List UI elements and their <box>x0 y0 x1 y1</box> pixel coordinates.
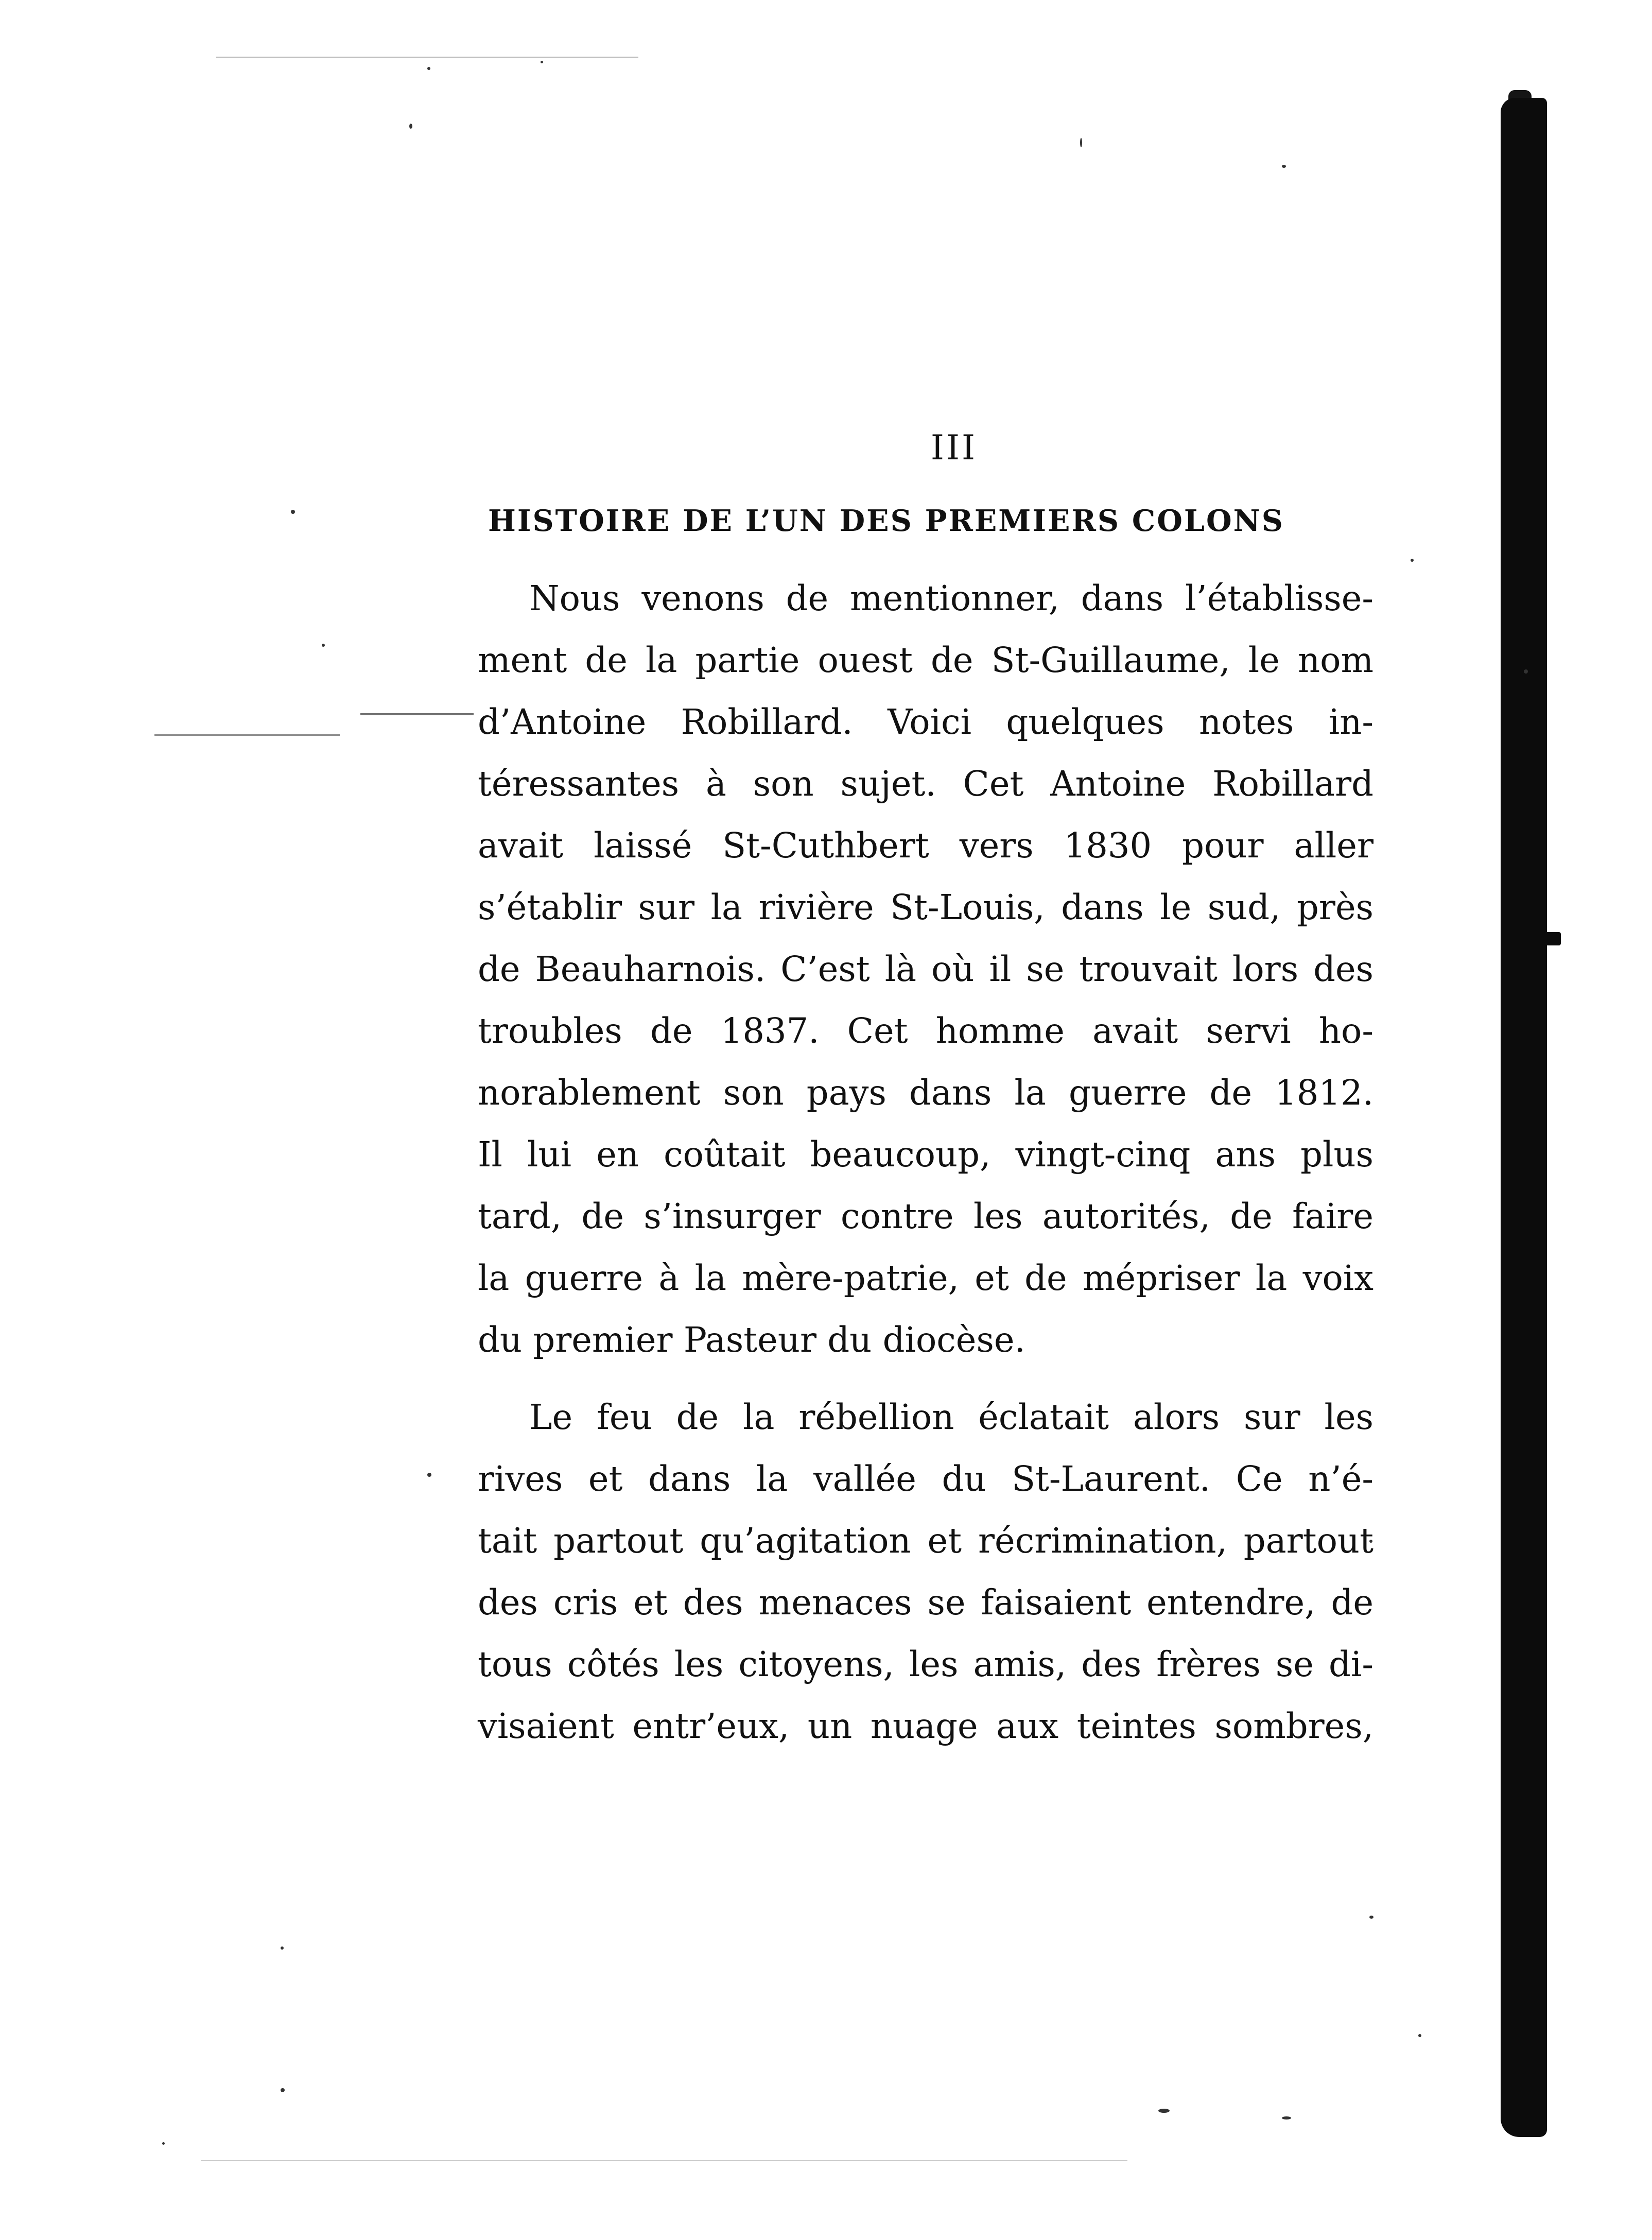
text-line: norablement son pays dans la guerre de 1812. <box>478 1073 1373 1113</box>
scan-speck <box>1411 559 1414 562</box>
scan-speck <box>1158 2109 1170 2113</box>
text-line: d’Antoine Robillard. Voici quelques notes in- <box>478 702 1373 742</box>
text-line: de Beauharnois. C’est là où il se trouvait lors des <box>478 949 1373 989</box>
text-line: tait partout qu’agitation et récrimination, partout <box>478 1521 1373 1561</box>
scan-speck <box>322 644 325 647</box>
chapter-title: HISTOIRE DE L’UN DES PREMIERS COLONS <box>488 504 1284 538</box>
text-line: la guerre à la mère-patrie, et de mépriser la voix <box>478 1258 1373 1298</box>
text-line: Nous venons de mentionner, dans l’établisse- <box>529 578 1373 618</box>
scan-speck <box>281 2088 285 2092</box>
text-line: s’établir sur la rivière St-Louis, dans le sud, près <box>478 887 1373 927</box>
scan-speck <box>427 1473 431 1477</box>
scan-speck <box>162 2142 165 2145</box>
page-text <box>478 427 1373 1772</box>
text-line: avait laissé St-Cuthbert vers 1830 pour aller <box>478 825 1373 866</box>
scan-speck <box>1282 165 1286 168</box>
scan-speck <box>281 1946 284 1950</box>
scan-speck <box>291 510 295 514</box>
scan-speck <box>1080 138 1082 147</box>
scan-speck <box>1369 1916 1373 1919</box>
text-line: visaient entr’eux, un nuage aux teintes sombres, <box>478 1706 1373 1746</box>
text-line: téressantes à son sujet. Cet Antoine Robillard <box>478 764 1373 804</box>
margin-pencil-mark <box>360 713 474 715</box>
text-line: tous côtés les citoyens, les amis, des frères se di- <box>478 1644 1373 1684</box>
text-line: rives et dans la vallée du St-Laurent. Ce n’é- <box>478 1459 1373 1499</box>
margin-pencil-mark <box>154 734 340 736</box>
scan-speck <box>427 67 430 70</box>
scan-speck <box>1282 2116 1291 2120</box>
text-line: Il lui en coûtait beaucoup, vingt-cinq ans plus <box>478 1134 1373 1175</box>
text-line: du premier Pasteur du diocèse. <box>478 1320 1025 1360</box>
paragraph-2 <box>478 1386 1373 1757</box>
scan-speck <box>1418 2034 1421 2037</box>
scan-speck <box>409 124 412 129</box>
chapter-number: III <box>930 428 978 468</box>
bottom-scan-line <box>201 2160 1127 2161</box>
scan-speck <box>1524 669 1528 674</box>
text-line: Le feu de la rébellion éclatait alors sur les <box>529 1397 1373 1437</box>
text-line: tard, de s’insurger contre les autorités, de faire <box>478 1196 1373 1236</box>
scan-speck <box>541 61 543 63</box>
binding-mark <box>1543 932 1561 945</box>
text-line: des cris et des menaces se faisaient entendre, de <box>478 1582 1373 1623</box>
binding-shadow <box>1501 98 1547 2137</box>
text-line: ment de la partie ouest de St-Guillaume, le nom <box>478 640 1373 680</box>
paragraph-1 <box>478 567 1373 1371</box>
top-scan-line <box>216 57 638 58</box>
text-line: troubles de 1837. Cet homme avait servi ho- <box>478 1011 1373 1051</box>
